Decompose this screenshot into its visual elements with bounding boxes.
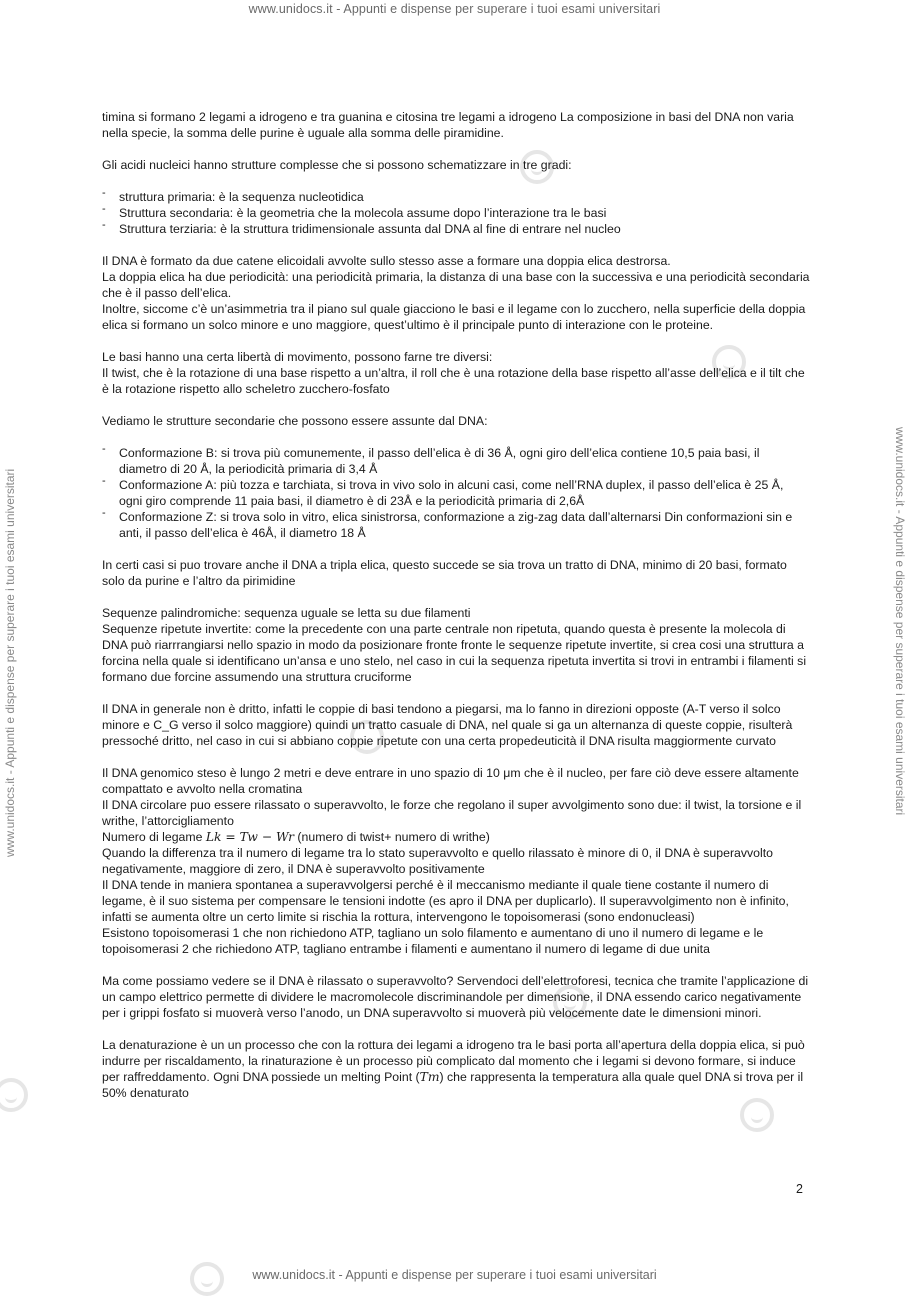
bullet-list <box>102 189 810 237</box>
text-line: Ma come possiamo vedere se il DNA è rilassato o superavvolto? Servendoci dell’elettroforesi, tecnica che tramite l’applicazione di un campo elettrico permette di dividere le macromolecole discriminandole per dimensione, il DNA essendo carico negativamente per i grippi fosfato si muoverà verso l’anodo, un DNA superavvolto si muoverà più velocemente date le dimensioni minori. <box>102 974 809 1020</box>
paragraph <box>102 253 810 333</box>
linking-number-formula: Lk = Tw − Wr <box>205 830 295 844</box>
document-body <box>102 109 810 1117</box>
list-item: - Conformazione A: più tozza e tarchiata, si trova in vivo solo in alcuni casi, come nell’RNA duplex, il passo dell’elica è 25 Å, ogni giro comprende 11 paia basi, il diametro è di 23Å e la periodicità primaria di 2,6Å <box>102 477 810 509</box>
list-item: - Conformazione Z: si trova solo in vitro, elica sinistrorsa, conformazione a zig-zag data dall’alternarsi Din conformazioni sin e anti, il passo dell’elica è 46Å, il diametro 18 Å <box>102 509 810 541</box>
list-item: - struttura primaria: è la sequenza nucleotidica <box>102 189 810 205</box>
melting-point-symbol: Tm <box>419 1070 440 1084</box>
text-line: Il DNA in generale non è dritto, infatti le coppie di basi tendono a piegarsi, ma lo fanno in direzioni opposte (A-T verso il solco minore e C_G verso il solco maggiore) quindi un tratto casuale di DNA, nel quale si ga un alternanza di queste coppie, risulterà pressoché dritto, nel caso in cui si abbiano coppie ripetute con una certa propedeuticità il DNA risulta maggiormente curvato <box>102 702 793 748</box>
text-line: Inoltre, siccome c’è un’asimmetria tra il piano sul quale giacciono le basi e il legame con lo zucchero, nella superficie della doppia elica si formano un solco minore e uno maggiore, quest’ultimo è il principale punto di interazione con le proteine. <box>102 302 806 332</box>
text-line: La doppia elica ha due periodicità: una periodicità primaria, la distanza di una base con la successiva e una periodicità secondaria che è il passo dell’elica. <box>102 270 810 300</box>
text-line: Il DNA tende in maniera spontanea a superavvolgersi perché è il meccanismo mediante il quale tiene costante il numero di legame, è il suo sistema per compensare le tensioni indotte (es apro il DNA per duplicarlo). Il superavvolgimento non è infinito, infatti se aumenta oltre un certo limite si rischia la rottura, intervengono le topoisomerasi (sono endonucleasi) <box>102 878 789 924</box>
text-line: Le basi hanno una certa libertà di movimento, possono farne tre diversi: <box>102 350 493 364</box>
text-line: Gli acidi nucleici hanno strutture complesse che si possono schematizzare in tre gradi: <box>102 158 572 172</box>
page-footer: www.unidocs.it - Appunti e dispense per superare i tuoi esami universitari <box>252 1268 657 1282</box>
paragraph <box>102 157 810 173</box>
paragraph <box>102 1037 810 1101</box>
text-line: Vediamo le strutture secondarie che possono essere assunte dal DNA: <box>102 414 488 428</box>
formula-suffix: (numero di twist+ numero di writhe) <box>294 830 490 844</box>
bullet-list <box>102 445 810 541</box>
list-item: - Conformazione B: si trova più comunemente, il passo dell’elica è di 36 Å, ogni giro dell’elica contiene 10,5 paia basi, il diametro di 20 Å, la periodicità primaria di 3,4 Å <box>102 445 810 477</box>
paragraph <box>102 349 810 397</box>
text-line: timina si formano 2 legami a idrogeno e tra guanina e citosina tre legami a idrogeno La composizione in basi del DNA non varia nella specie, la somma delle purine è uguale alla somma delle piramidine. <box>102 110 794 140</box>
paragraph <box>102 413 810 429</box>
denaturation-text-end: ) che rappresenta la temperatura alla quale quel DNA si trova per il 50% denaturato <box>102 1070 804 1100</box>
watermark-logo-icon <box>0 1078 28 1112</box>
text-line: Sequenze palindromiche: sequenza uguale se letta su due filamenti <box>102 606 471 620</box>
paragraph <box>102 701 810 749</box>
page-header: www.unidocs.it - Appunti e dispense per superare i tuoi esami universitari <box>248 2 661 16</box>
paragraph <box>102 109 810 141</box>
formula-prefix: Numero di legame <box>102 830 206 844</box>
text-line: Il DNA genomico steso è lungo 2 metri e deve entrare in uno spazio di 10 μm che è il nucleo, per fare ciò deve essere altamente compattato e avvolto nella cromatina <box>102 766 799 796</box>
text-line: Il twist, che è la rotazione di una base rispetto a un’altra, il roll che è una rotazione della base rispetto all’asse dell’elica e il tilt che è la rotazione rispetto allo scheletro zucchero-fosfato <box>102 366 805 396</box>
list-item: - Struttura terziaria: è la struttura tridimensionale assunta dal DNA al fine di entrare nel nucleo <box>102 221 810 237</box>
denaturation-text: La denaturazione è un un processo che con la rottura dei legami a idrogeno tra le basi porta all’apertura della doppia elica, si può indurre per riscaldamento, la rinaturazione è un processo più complicato dal momento che i legami si devono formare, si induce per raffreddamento. Ogni DNA possiede un melting Point ( <box>102 1038 805 1084</box>
text-line: Il DNA circolare puo essere rilassato o superavvolto, le forze che regolano il super avvolgimento sono due: il twist, la torsione e il writhe, l’attorcigliamento <box>102 798 802 828</box>
text-line: Sequenze ripetute invertite: come la precedente con una parte centrale non ripetuta, quando questa è presente la molecola di DNA può riarrrangiarsi nello spazio in modo da posizionare fronte fronte le sequenze ripetute invertite, si crea cosi una struttura a forcina nella quale si identificano un’ansa e uno stelo, nel caso in cui la sequenza ripetuta invertita si trovi in entrambi i filamenti si formano due forcine assumendo una struttura cruciforme <box>102 622 807 684</box>
right-side-watermark: www.unidocs.it - Appunti e dispense per superare i tuoi esami universitari <box>893 427 907 816</box>
text-line: Il DNA è formato da due catene elicoidali avvolte sullo stesso asse a formare una doppia elica destrorsa. <box>102 254 671 268</box>
paragraph <box>102 973 810 1021</box>
text-line: Quando la differenza tra il numero di legame tra lo stato superavvolto e quello rilassato è minore di 0, il DNA è superavvolto negativamente, maggiore di zero, il DNA è superavvolto positivamente <box>102 846 773 876</box>
page-number: 2 <box>796 1182 803 1196</box>
text-line: In certi casi si puo trovare anche il DNA a tripla elica, questo succede se sia trova un tratto di DNA, minimo di 20 basi, formato solo da purine e l’altro da pirimidine <box>102 558 787 588</box>
paragraph <box>102 557 810 589</box>
text-line: Esistono topoisomerasi 1 che non richiedono ATP, tagliano un solo filamento e aumentano di uno il numero di legame e le topoisomerasi 2 che richiedono ATP, tagliano entrambe i filamenti e aumentano il numero di legame di due unita <box>102 926 764 956</box>
list-item: - Struttura secondaria: è la geometria che la molecola assume dopo l’interazione tra le basi <box>102 205 810 221</box>
left-side-watermark: www.unidocs.it - Appunti e dispense per superare i tuoi esami universitari <box>3 468 17 857</box>
paragraph <box>102 765 810 957</box>
paragraph <box>102 605 810 685</box>
